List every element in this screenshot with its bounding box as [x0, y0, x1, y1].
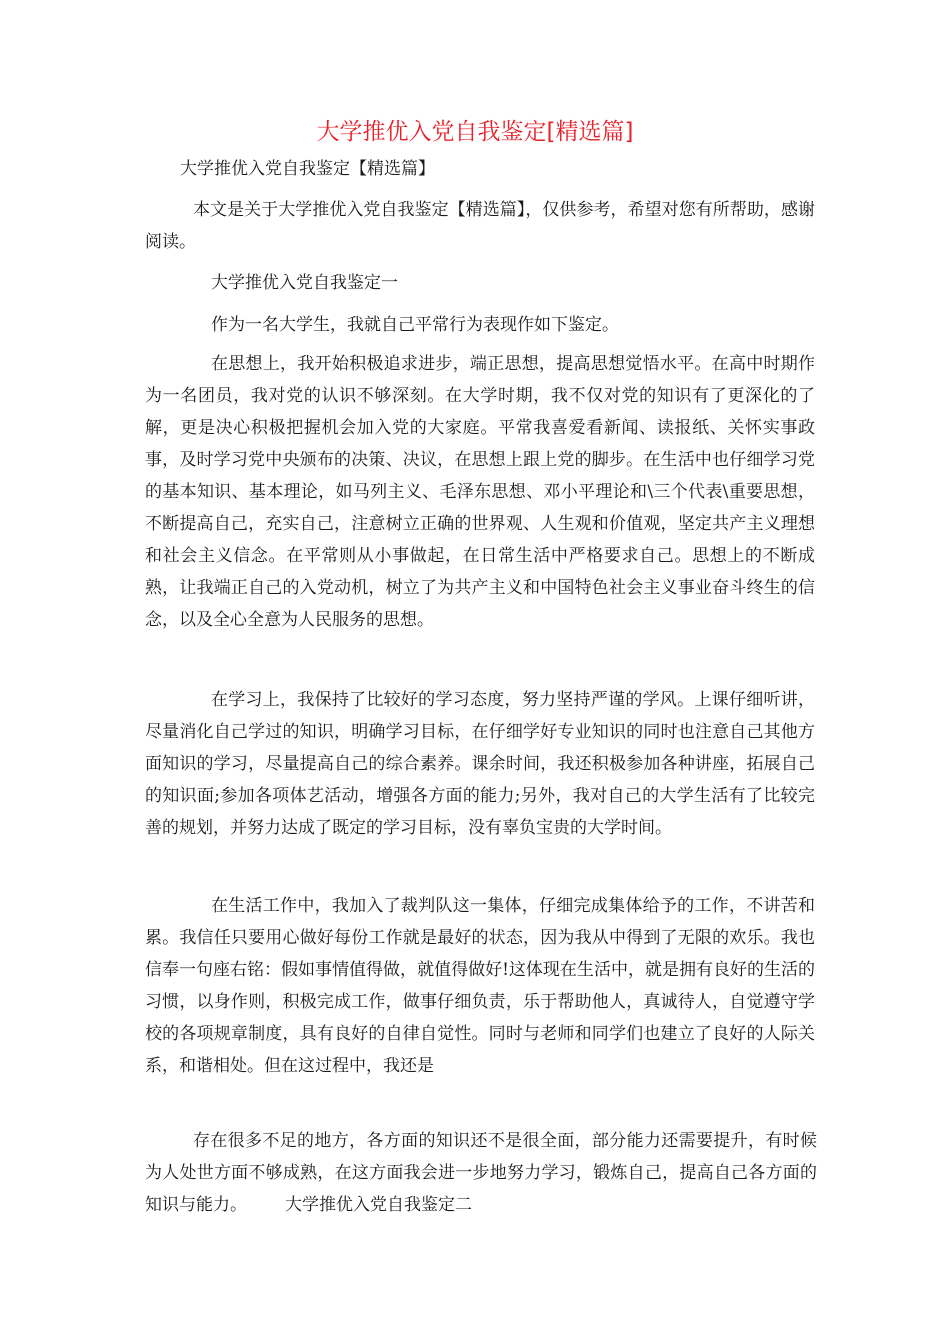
shortcoming-text: 存在很多不足的地方，各方面的知识还不是很全面，部分能力还需要提升，有时候为人处世方面不够成熟，在这方面我会进一步地努力学习，锻炼自己，提高自己各方面的知识与能力。	[145, 1131, 817, 1215]
thought-paragraph: 在思想上，我开始积极追求进步，端正思想，提高思想觉悟水平。在高中时期作为一名团员，我对党的认识不够深刻。在大学时期，我不仅对党的知识有了更深化的了解，更是决心积极把握机会加入党的大家庭。平常我喜爱看新闻、读报纸、关怀实事政事，及时学习党中央颁布的决策、决议，在思想上跟上党的脚步。在生活中也仔细学习党的基本知识、基本理论，如马列主义、毛泽东思想、邓小平理论和\三个代表\重要思想，不断提高自己，充实自己，注意树立正确的世界观、人生观和价值观，坚定共产主义理想和社会主义信念。在平常则从小事做起，在日常生活中严格要求自己。思想上的不断成熟，让我端正自己的入党动机，树立了为共产主义和中国特色社会主义事业奋斗终生的信念，以及全心全意为人民服务的思想。	[145, 354, 815, 630]
opening-paragraph: 作为一名大学生，我就自己平常行为表现作如下鉴定。	[211, 315, 619, 335]
life-paragraph: 在生活工作中，我加入了裁判队这一集体，仔细完成集体给予的工作，不讲苦和累。我信任只要用心做好每份工作就是最好的状态，因为我从中得到了无限的欢乐。我也信奉一句座右铭：假如事情值得做，就值得做好!这体现在生活中，就是拥有良好的生活的习惯，以身作则，积极完成工作，做事仔细负责，乐于帮助他人，真诚待人，自觉遵守学校的各项规章制度，具有良好的自律自觉性。同时与老师和同学们也建立了良好的人际关系，和谐相处。但在这过程中，我还是	[145, 896, 815, 1076]
section-1-heading: 大学推优入党自我鉴定一	[211, 273, 398, 293]
intro-paragraph: 本文是关于大学推优入党自我鉴定【精选篇】，仅供参考，希望对您有所帮助，感谢阅读。	[145, 200, 815, 252]
shortcoming-paragraph	[145, 1125, 817, 1221]
section-2-heading: 大学推优入党自我鉴定二	[285, 1195, 472, 1215]
document-subtitle: 大学推优入党自我鉴定【精选篇】	[180, 159, 435, 179]
document-title: 大学推优入党自我鉴定[精选篇]	[316, 119, 634, 145]
study-paragraph: 在学习上，我保持了比较好的学习态度，努力坚持严谨的学风。上课仔细听讲，尽量消化自己学过的知识，明确学习目标，在仔细学好专业知识的同时也注意自己其他方面知识的学习，尽量提高自己的综合素养。课余时间，我还积极参加各种讲座，拓展自己的知识面;参加各项体艺活动，增强各方面的能力;另外，我对自己的大学生活有了比较完善的规划，并努力达成了既定的学习目标，没有辜负宝贵的大学时间。	[145, 690, 815, 838]
